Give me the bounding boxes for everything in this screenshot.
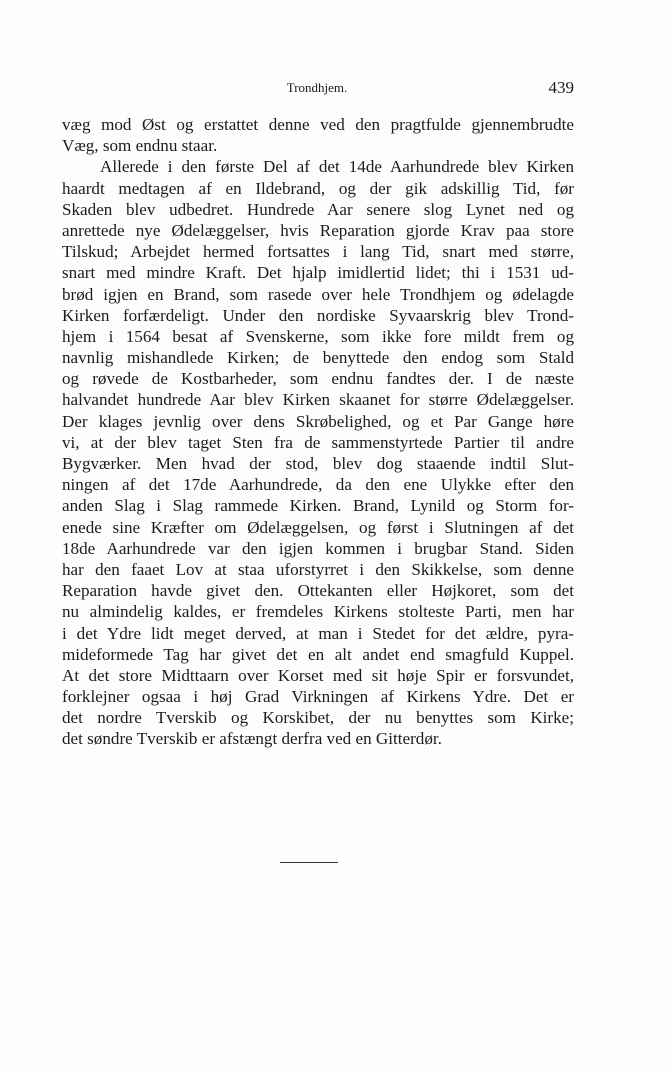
text-line: haardt medtagen af en Ildebrand, og der gik adskillig Tid, før bbox=[62, 178, 574, 198]
text-line: Tilskud; Arbejdet hermed fortsattes i lang Tid, snart med større, bbox=[62, 242, 574, 262]
page-number: 439 bbox=[548, 78, 574, 97]
text-line: det søndre Tverskib er afstængt derfra ved en Gitterdør. bbox=[62, 729, 442, 749]
text-line: nu almindelig kaldes, er fremdeles Kirkens stolteste Parti, men har bbox=[62, 602, 574, 622]
text-line: snart med mindre Kraft. Det hjalp imidlertid lidet; thi i 1531 ud- bbox=[62, 263, 574, 283]
text-line: halvandet hundrede Aar blev Kirken skaanet for større Ødelæggelser. bbox=[62, 390, 574, 410]
running-title: Trondhjem. bbox=[286, 80, 348, 95]
text-line: og røvede de Kostbarheder, som endnu fandtes der. I de næste bbox=[62, 369, 574, 389]
text-line: At det store Midttaarn over Korset med sit høje Spir er forsvundet, bbox=[62, 665, 574, 685]
text-line: brød igjen en Brand, som rasede over hele Trondhjem og ødelagde bbox=[62, 284, 574, 304]
text-line: Allerede i den første Del af det 14de Aarhundrede blev Kirken bbox=[100, 157, 574, 177]
text-line: anrettede nye Ødelæggelser, hvis Reparation gjorde Krav paa store bbox=[62, 220, 574, 240]
text-line: 18de Aarhundrede var den igjen kommen i brugbar Stand. Siden bbox=[62, 538, 574, 558]
text-line: hjem i 1564 besat af Svenskerne, som ikke fore mildt frem og bbox=[62, 326, 574, 346]
text-line: Reparation havde givet den. Ottekanten eller Højkoret, som det bbox=[62, 581, 574, 601]
text-line: Skaden blev udbedret. Hundrede Aar senere slog Lynet ned og bbox=[62, 199, 574, 219]
text-line: forklejner ogsaa i høj Grad Virkningen af Kirkens Ydre. Det er bbox=[62, 687, 574, 707]
text-line: væg mod Øst og erstattet denne ved den pragtfulde gjennembrudte bbox=[62, 115, 574, 134]
running-head bbox=[60, 78, 574, 102]
text-line: i det Ydre lidt meget derved, at man i Stedet for det ældre, pyra- bbox=[62, 623, 574, 643]
text-line: ningen af det 17de Aarhundrede, da den ene Ulykke efter den bbox=[62, 475, 574, 495]
text-line: Kirken forfærdeligt. Under den nordiske Syvaarskrig blev Trond- bbox=[62, 305, 574, 325]
text-line: har den faaet Lov at staa uforstyrret i den Skikkelse, som denne bbox=[62, 559, 574, 579]
text-line: navnlig mishandlede Kirken; de benyttede den endog som Stald bbox=[62, 348, 574, 368]
text-line: anden Slag i Slag rammede Kirken. Brand, Lynild og Storm for- bbox=[62, 496, 574, 516]
text-line: Der klages jevnlig over dens Skrøbelighed, og et Par Gange høre bbox=[62, 411, 574, 431]
text-line: det nordre Tverskib og Korskibet, der nu benyttes som Kirke; bbox=[62, 708, 574, 728]
text-line: Væg, som endnu staar. bbox=[62, 136, 218, 156]
body-text bbox=[62, 114, 574, 750]
section-end-rule bbox=[280, 862, 338, 863]
text-line: enede sine Kræfter om Ødelæggelsen, og først i Slutningen af det bbox=[62, 517, 574, 537]
text-line: mideformede Tag har givet det en alt andet end smagfuld Kuppel. bbox=[62, 644, 574, 664]
text-line: vi, at der blev taget Sten fra de sammenstyrtede Partier til andre bbox=[62, 432, 574, 452]
text-line: Bygværker. Men hvad der stod, blev dog staaende indtil Slut- bbox=[62, 454, 574, 473]
